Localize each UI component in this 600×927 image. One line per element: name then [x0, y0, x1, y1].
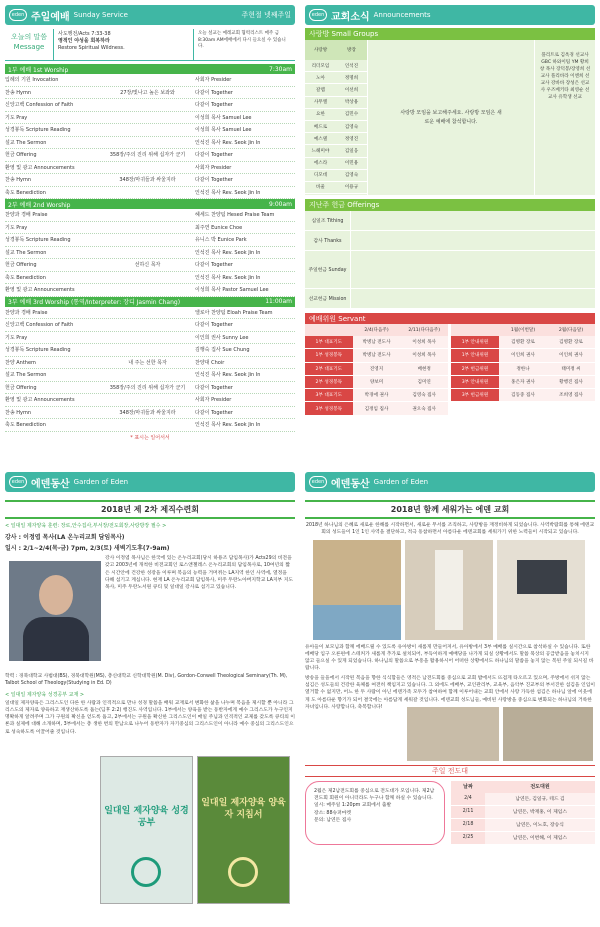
speaker-bio: 강사 이정엽 목사님은 한국에 있는 온누리교회(당시 하용조 담임목사)가 Acts29의 비전을 갖고 2003년에 개척한 비전교회인 로스앤젤레스 온누리교회의 담임목사로, 10여년의 짧은 시간안에 건강한 성장을 이루며 복음의 능력을 거머쥐는 LA지역 한인 사역에, 열정을 다해 섬기고 계십니다. 현재 LA 온누리교회 담임목사, 미주 두란노아버지학교 LA지부 지도목사, 미주 두란노서원 큐티 및 일대일 강사로 섬기고 있습니다.	[105, 556, 293, 591]
duty-names: 남연돈, 김일규, 테드 김	[485, 793, 595, 805]
offering-row	[305, 289, 595, 309]
order-item: 헌금 Offering	[5, 384, 37, 391]
sg-cell: 요한	[316, 112, 325, 118]
order-row	[5, 112, 295, 125]
servant-name: 권오숙 집사	[400, 402, 448, 414]
order-item: 기도 Pray	[5, 114, 28, 121]
offering-row	[305, 211, 595, 231]
sg-row	[305, 60, 367, 72]
order-detail: 348장/마귀들과 싸울지라	[119, 177, 176, 184]
servant-tables	[305, 324, 595, 416]
servant-name: 조희영 집사	[547, 389, 595, 401]
sg-cell: 김일웅	[344, 148, 359, 154]
sg-cell: 김민수	[344, 112, 359, 118]
speaker-education: 학력 : 경북대학교 사범대(BS), 경북대학원(MS), 총신대학교 신학대학원(M. Div), Gordon-Conwell Theological Seminary(Th. M), Talbot School of Theology(Studying in Ed. D)	[5, 674, 288, 687]
servant-heading: 예배위원 Servant	[305, 313, 595, 324]
sg-cell: 이민용	[344, 161, 359, 167]
order-row	[5, 124, 295, 137]
servant-row	[305, 336, 448, 349]
order-leader: 인석진 목사 Rev. Seok Jin In	[195, 372, 261, 379]
order-item: 찬송 Hymn	[5, 409, 32, 416]
sg-cell: 김영숙	[344, 173, 359, 179]
w2-list	[5, 209, 295, 297]
order-item: 찬송 Hymn	[5, 89, 32, 96]
sg-cell: 에스라	[313, 161, 328, 167]
order-row	[5, 319, 295, 332]
duty-date: 2/11	[451, 806, 485, 818]
duty-date: 2/4	[451, 793, 485, 805]
missions-list: 플리트로 김옥경 선교사 GBC 하와이팀 YM 황희창 목사 장덕봉/장영희 선교사 플리바라 이엔희 선교사 강바바 장성은 선교사 우즈베키타 최영순 선교사 유학생 선교	[539, 53, 591, 100]
sg-cell: 느헤미야	[311, 148, 330, 154]
servant-role: 2부 대표기도	[305, 363, 353, 375]
sg-cell: 바울	[316, 185, 325, 191]
order-leader: 찬양대 Choir	[195, 359, 225, 366]
sermon-title: 영적인 야성을 회복하라	[58, 38, 110, 44]
eden-logo: eden	[9, 476, 27, 488]
order-row	[5, 234, 295, 247]
garden2-intro: 2018년 하나님의 은혜로 새로운 한해를 시작하면서, 새로운 무서를 조직하고, 사랑방을 재정비하게 되었습니다. 사역박람회를 통해 에덴교회의 성도들이 1인 1인 사역을 결단하고, 적극 동참하면서 아름다운 에덴교회를 세워가기 위한 노력들이 시작되고 있습니다.	[305, 523, 595, 536]
order-row	[5, 284, 295, 297]
eden-logo: eden	[9, 9, 27, 21]
order-detail: 선하신 목자	[134, 262, 161, 269]
servant-role: 2부 헌금위원	[451, 363, 499, 375]
w3-header: 3부 예배 3rd Worship (통역/Interpreter: 장디 Jasmin Chang) 11:00am	[5, 297, 295, 307]
sg-cell: 디모데	[313, 173, 328, 179]
servant-role: 1부 대표기도	[305, 336, 353, 348]
small-groups-table	[305, 40, 595, 195]
outreach-table	[451, 781, 595, 845]
duty-names: 남연돈, 이노호, 장승식	[485, 819, 595, 831]
order-row	[5, 344, 295, 357]
order-item: 신앙고백 Confession of Faith	[5, 102, 74, 109]
order-item: 입례의 기원 Invocation	[5, 77, 59, 84]
servant-head: 2/4(다음주)	[364, 328, 389, 333]
sg-col: 방장	[347, 48, 356, 53]
small-groups-heading: 사랑방 Small Groups	[305, 28, 595, 40]
garden2-headline: 2018년 함께 세워가는 에덴 교회	[305, 500, 595, 519]
sg-cell: 김영숙	[344, 124, 359, 130]
book-cover-1: 일대일 제자양육 성경공부	[100, 756, 193, 904]
order-leader: 사회자 Presider	[195, 77, 232, 84]
servant-header	[451, 324, 595, 336]
order-leader: 인석진 목사 Rev. Seok Jin In	[195, 139, 261, 146]
ann-title: 교회소식	[331, 11, 370, 23]
order-item: 성경봉독 Scripture Reading	[5, 127, 71, 134]
sg-header	[305, 40, 367, 60]
servant-role: 3부 헌금위원	[451, 389, 499, 401]
sg-cell: 인석진	[344, 63, 359, 69]
sg-cell: 리더모임	[311, 63, 330, 69]
garden1-title: 에덴동산	[31, 478, 70, 490]
order-row	[5, 174, 295, 187]
order-row	[5, 407, 295, 420]
servant-name: 박병남 전도사	[353, 336, 401, 348]
order-row	[5, 209, 295, 222]
servant-row	[305, 389, 448, 402]
order-row	[5, 247, 295, 260]
duty-head: 날짜	[451, 781, 485, 793]
sg-cell: 박상용	[344, 100, 359, 106]
order-leader: 다같이 Together	[195, 102, 233, 109]
w2-header: 2부 예배 2nd Worship 9:00am	[5, 199, 295, 209]
order-detail: 내 주는 선한 목자	[128, 359, 167, 366]
servant-name: 김미연	[400, 376, 448, 388]
message-label: 오늘의 말씀	[10, 33, 48, 41]
order-row	[5, 369, 295, 382]
order-leader: 인석진 목사 Rev. Seok Jin In	[195, 422, 261, 429]
order-detail: 27장/빛나고 높은 보좌와	[120, 89, 175, 96]
offering-label: 십일조 Tithing	[305, 211, 351, 230]
sunday-title: 주일예배	[31, 11, 70, 23]
order-leader: 이인희 권사 Sunny Lee	[195, 334, 249, 341]
sg-cell: 예스델	[313, 136, 328, 142]
servant-row	[451, 349, 595, 362]
outreach-heading: 주일 전도대	[305, 765, 595, 777]
book-description: 일대일 제자양육은 그리스도인 다른 한 사람과 인격적으로 만나 성경 말씀을 배워 교재로서 변화한 삶을 나누며 복음을 제시할 뿐 아니라 그리스도의 제자로 양육하고 재생산하도록 돕는(딤후 2:2) 행진도 사역입니다. 1부에서는 양육을 받는 동반자에게 예수 그리스도가 누구인지 명확하게 알려주며 그가 구원의 확신을 얻도록 돕고, 2부에서는 구원을 확신한 그리스도인이 매일 주님과 인격적인 교제를 갖도록 큐티의 이론과 실제에 대해 소개하며, 3부에서는 총 생한 번의 만남으로 나누어 동반자가 자기중심의 그리스도인이 아니라 예수 중심의 그리스도인으로 성숙하도록 이끌어줄 것입니다.	[5, 700, 295, 735]
servant-name: 이성희 목사	[400, 336, 448, 348]
sg-row	[305, 109, 367, 121]
order-item: 설교 The Sermon	[5, 372, 47, 379]
announcements-panel	[305, 5, 595, 460]
w1-header: 1부 예배 1st Worship 7:30am	[5, 64, 295, 74]
order-item: 축도 Benediction	[5, 189, 46, 196]
duty-header	[451, 781, 595, 793]
sunday-subtitle: Sunday Service	[73, 11, 128, 19]
order-row	[5, 222, 295, 235]
order-row	[5, 259, 295, 272]
order-item: 축도 Benediction	[5, 274, 46, 281]
sg-row	[305, 158, 367, 170]
garden1-header	[5, 472, 295, 492]
order-row	[5, 419, 295, 432]
order-leader: 다같이 Together	[195, 152, 233, 159]
order-row	[5, 307, 295, 320]
order-item: 신앙고백 Confession of Faith	[5, 322, 74, 329]
order-item: 헌금 Offering	[5, 152, 37, 159]
servant-head: 1월(이번달)	[510, 328, 536, 333]
order-item: 찬양과 경배 Praise	[5, 309, 48, 316]
book-cover-2: 일대일 제자양육 양육자 지침서	[197, 756, 290, 904]
garden1-headline: 2018년 제 2차 제직수련회	[5, 500, 295, 519]
order-item: 헌금 Offering	[5, 262, 37, 269]
duty-names: 남연돈, 이번해, 이 제임스	[485, 832, 595, 844]
eden-logo: eden	[309, 476, 327, 488]
order-leader: 인석진 목사 Rev. Seok Jin In	[195, 189, 261, 196]
servant-head	[305, 324, 353, 336]
offering-label: 선교헌금 Mission	[305, 289, 351, 308]
garden2-paragraph-3: 방송을 들을에서 시작된 복음을 향한 식식함들은 영적은 남전도회를 중심으로 교회 밥에서도 뜨겁게 타오르고 있으며, 주방에서 쉬지 않는 섬김은 성도들의 건강한 육체를 여전히 책임지고 있습니다. 그 외에도 에배부, 교인관리부, 교육부, 음악부 진교부의 부서진한 섬김을 인입이 열거할 수 없지만, 어느 한 두 사람이 아닌 에덴가족 모두가 참여하여 함께 이루어내는 교회 안에서 사랑 가득한 섬김은 하나님 앞에 이웃에게 도 아름다운 향기가 되어 결국에는 아름답게 세워갈 것입니다. 에덴교회 성도님들, 예비된 사랑방을 중심으로 변화되는 하나님의 거룩한 자녀입니다. 사랑합니다, 축복합니다!	[305, 675, 595, 710]
servant-row	[451, 376, 595, 389]
servant-row	[451, 389, 595, 402]
order-leader: 이성희 목사 Samuel Lee	[195, 114, 252, 121]
sg-cell: 정영진	[344, 136, 359, 142]
order-row	[5, 332, 295, 345]
eden-logo: eden	[309, 9, 327, 21]
order-leader: 다같이 Together	[195, 384, 233, 391]
order-row	[5, 137, 295, 150]
photo-row	[305, 540, 595, 642]
order-leader: 사회자 Presider	[195, 164, 232, 171]
order-row	[5, 99, 295, 112]
speaker-photo	[9, 561, 101, 661]
sg-row	[305, 84, 367, 96]
sunday-service-panel	[5, 5, 295, 460]
servant-name: 이인희 권사	[499, 349, 547, 361]
servant-row	[305, 349, 448, 362]
servant-role: 3부 성경봉독	[305, 402, 353, 414]
servant-head: 2월(다음달)	[558, 328, 584, 333]
garden2-subtitle: Garden of Eden	[373, 478, 429, 486]
garden2-header	[305, 472, 595, 492]
garden2-paragraph-2: 유아들이 보모님과 함께 에배드릴 수 있도록 유아방이 새롭게 만들어져서, 유아방에서 3부 예배를 실시간으로 참석하실 수 있습니다. 또한 에배당 입구 오른편에 스테커가 새롭게 추가로 설치되어, 부득이하게 예배당을 나가게 되실 상황에서도 말씀 묵상의 공급받음을 놓치시지 않고 들으실 수 있게 되었습니다. 하나님의 말씀으로 부흥을 활용하시어 어떠한 상황에서도 하나님의 말씀을 놓지 않는 복된 주일 되시길 바랍니다.	[305, 644, 594, 672]
sg-row	[305, 121, 367, 133]
servant-name: 배현정	[400, 363, 448, 375]
order-row	[5, 162, 295, 175]
garden-panel-2	[305, 472, 595, 922]
garden2-title: 에덴동산	[331, 478, 370, 490]
order-row	[5, 382, 295, 395]
sg-cell: 이용규	[344, 185, 359, 191]
duty-date: 2/25	[451, 832, 485, 844]
servant-row	[451, 336, 595, 349]
order-leader: 이성희 목사 Pastor Samuel Lee	[195, 287, 269, 294]
order-detail: 358장/주의 진리 위해 십자가 군기	[109, 152, 186, 159]
offering-label: 주일헌금 Sunday	[305, 251, 351, 288]
order-leader: 다같이 Together	[195, 409, 233, 416]
sermon-title-en: Restore Spiritual Wildness.	[58, 45, 125, 51]
servant-row	[305, 363, 448, 376]
order-item: 설교 The Sermon	[5, 249, 47, 256]
servant-row	[451, 363, 595, 376]
offerings-heading: 지난주 헌금 Offerings	[305, 199, 595, 211]
order-leader: 인석진 목사 Rev. Seok Jin In	[195, 274, 261, 281]
servant-role: 3부 안내위원	[451, 376, 499, 388]
kitchen-photo	[407, 707, 499, 761]
duty-date: 2/18	[451, 819, 485, 831]
sg-cell: 사무엘	[313, 100, 328, 106]
duty-row	[451, 819, 595, 832]
garden-panel-1	[5, 472, 295, 922]
message-label-en: Message	[13, 43, 45, 51]
order-row	[5, 357, 295, 370]
duty-row	[451, 806, 595, 819]
order-row	[5, 87, 295, 100]
sg-row	[305, 97, 367, 109]
order-item: 설교 The Sermon	[5, 139, 47, 146]
servant-row	[305, 402, 448, 415]
servant-role: 2부 성경봉독	[305, 376, 353, 388]
order-item: 성경봉독 Scripture Reading	[5, 237, 71, 244]
order-leader: 사회자 Presider	[195, 397, 232, 404]
servant-name: 박병남 전도사	[353, 349, 401, 361]
sg-row	[305, 133, 367, 145]
sg-row	[305, 145, 367, 157]
order-leader: 인석진 목사 Rev. Seok Jin In	[195, 249, 261, 256]
servant-name: 황행진 집사	[547, 376, 595, 388]
order-item: 기도 Pray	[5, 224, 28, 231]
order-leader: 유니스 박 Eunice Park	[195, 237, 247, 244]
servant-role: 1부 성경봉독	[305, 349, 353, 361]
hallway-photo	[405, 540, 493, 640]
sg-cell: 베드로	[313, 124, 328, 130]
order-item: 찬송 Hymn	[5, 177, 32, 184]
training-date: 일시 : 2/1~2/4(목-금) 7pm, 2/3(토) 새벽기도후(7-9am)	[5, 545, 170, 552]
message-box	[5, 29, 295, 61]
speaker: 강사 : 이정엽 목사(LA 온누리교회 담임목사)	[5, 534, 125, 541]
offering-row	[305, 251, 595, 289]
servant-name: 홍은자 권사	[499, 376, 547, 388]
servant-name: 진영지	[353, 363, 401, 375]
duty-row	[451, 793, 595, 806]
duty-head: 전도대원	[485, 781, 595, 793]
scripture: 사도행전/Acts 7:33-38	[58, 31, 111, 37]
offerings-table	[305, 211, 595, 309]
servant-name: 태미정 씨	[547, 363, 595, 375]
sg-cell: 노아	[316, 75, 325, 81]
ann-header	[305, 5, 595, 25]
servant-row	[305, 376, 448, 389]
servant-head	[451, 324, 499, 336]
sunday-header	[5, 5, 295, 25]
standing-note: * 표시는 일어서서	[130, 434, 170, 441]
servant-role: 1부 안내위원	[451, 349, 499, 361]
servant-name: 이성희 목사	[400, 349, 448, 361]
order-detail: 358장/주의 진리 위해 십자가 군기	[109, 384, 186, 391]
offering-label: 감사 Thanks	[305, 231, 351, 250]
servant-name: 정한나	[499, 363, 547, 375]
screen-photo	[497, 540, 585, 640]
order-leader: 김행숙 집사 Sue Chung	[195, 347, 250, 354]
servant-role: 1부 안내위원	[451, 336, 499, 348]
order-item: 기도 Pray	[5, 334, 28, 341]
order-row	[5, 187, 295, 200]
small-groups-note: 사랑방 모임을 보고해주세요. 사랑방 모임은 새로운 예배에 참석합니다.	[367, 40, 535, 195]
sermon-note: 오늘 설교는 예레교회 협력리스트 매주 금 8:30am AM에배에서 다시 들으실 수 있습니다.	[193, 29, 295, 60]
order-item: 축도 Benediction	[5, 422, 46, 429]
outreach-section	[305, 781, 595, 845]
servant-head: 2/11(다다음주)	[408, 328, 440, 333]
offering-row	[305, 231, 595, 251]
servant-name: 양보미	[353, 376, 401, 388]
servant-header	[305, 324, 448, 336]
w1-list	[5, 74, 295, 199]
order-item: 환영 및 광고 Announcements	[5, 397, 75, 404]
servant-name: 김정임 집사	[353, 402, 401, 414]
servant-role: 3부 대표기도	[305, 389, 353, 401]
sg-cell: 갈렙	[316, 87, 325, 93]
nursery-photo	[313, 540, 401, 640]
volunteers-photo	[503, 707, 593, 761]
sg-cell: 이선희	[344, 87, 359, 93]
order-leader: 엘로아 찬양팀 Eloah Praise Team	[195, 309, 273, 316]
w3-list	[5, 307, 295, 432]
duty-row	[451, 832, 595, 845]
training-theme: < 일대일 제자양육 훈련: 장로,안수집사,부서장/전도회장,사랑방장 필수 >	[5, 523, 167, 529]
order-row	[5, 272, 295, 285]
order-item: 찬양과 경배 Praise	[5, 212, 48, 219]
order-item: 환영 및 광고 Announcements	[5, 164, 75, 171]
order-leader: 다같이 Together	[195, 177, 233, 184]
order-row	[5, 149, 295, 162]
book-heading: < 일대일 제자양육 성경공부 교재 >	[5, 691, 85, 698]
order-row	[5, 394, 295, 407]
order-item: 찬양 Anthem	[5, 359, 36, 366]
order-leader: 헤세드 찬양팀 Hesed Praise Team	[195, 212, 275, 219]
servant-name: 김영숙 집사	[400, 389, 448, 401]
order-item: 성경봉독 Scripture Reading	[5, 347, 71, 354]
servant-name: 이인희 권사	[547, 349, 595, 361]
garden1-subtitle: Garden of Eden	[73, 478, 129, 486]
sg-row	[305, 170, 367, 182]
order-leader: 최주연 Eunice Choe	[195, 224, 243, 231]
order-leader: 다같이 Together	[195, 89, 233, 96]
week-label: 주현절 넷째주일	[241, 11, 291, 19]
order-leader: 이성희 목사 Samuel Lee	[195, 127, 252, 134]
servant-name: 박경애 권사	[353, 389, 401, 401]
duty-names: 남연돈, 박재홍, 이 제임스	[485, 806, 595, 818]
sg-row	[305, 182, 367, 194]
ann-subtitle: Announcements	[373, 11, 431, 19]
order-row	[5, 74, 295, 87]
order-leader: 다같이 Together	[195, 322, 233, 329]
servant-name: 김병환 장로	[547, 336, 595, 348]
servant-name: 김동중 집사	[499, 389, 547, 401]
order-detail: 348장/마귀들과 싸울지라	[119, 409, 176, 416]
outreach-info: 2월은 제2남전도회를 중심으로 전도대가 모입니다. 제2남전도회 회원이 아니더라도 누구나 함께 하실 수 있습니다. 일시: 매주일 1:20pm 교회에서 출발 장소: 88슈퍼마켓 문의: 남연돈 집사	[305, 781, 445, 845]
servant-name: 김병환 장로	[499, 336, 547, 348]
sg-col: 사랑방	[313, 48, 328, 53]
sg-row	[305, 72, 367, 84]
order-leader: 다같이 Together	[195, 262, 233, 269]
order-item: 환영 및 광고 Announcements	[5, 287, 75, 294]
sg-cell: 정명희	[344, 75, 359, 81]
